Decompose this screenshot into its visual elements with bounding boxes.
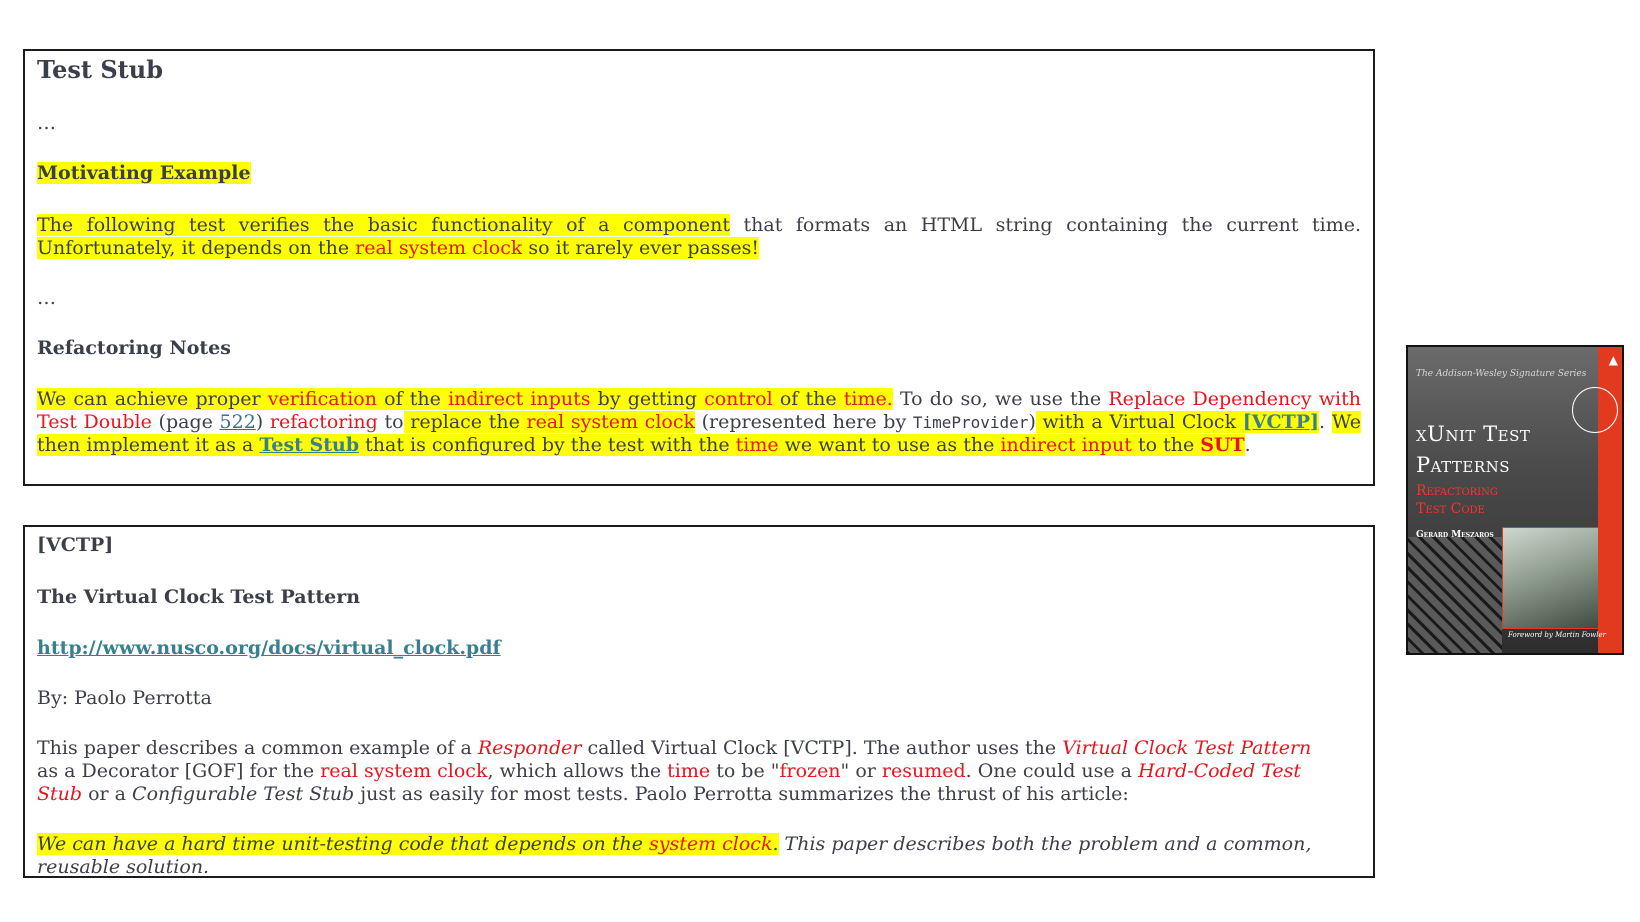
book-author: Gerard Meszaros: [1416, 530, 1494, 540]
test-stub-excerpt-box: [23, 49, 1375, 486]
landscape-photo: [1502, 527, 1604, 629]
motivating-example-heading: Motivating Example: [37, 162, 251, 184]
motivating-example-paragraph: The following test verifies the basic functionality of a component that formats an HTML string containing the current time. Unfortunately, it depends on the real system clock so it rarely ever passes!: [37, 214, 1361, 259]
test-stub-link[interactable]: Test Stub: [259, 434, 360, 456]
page-522-link[interactable]: 522: [219, 411, 256, 433]
publisher-logo-icon: ▲: [1608, 353, 1618, 367]
ellipsis: …: [37, 287, 56, 309]
reference-description: This paper describes a common example of a Responder called Virtual Clock [VCTP]. The author uses the Virtual Clock Test Pattern as a Decorator [GOF] for the real system clock, which allows the time to be "frozen" or resumed. One could use a Hard-Coded Test Stub or a Configurable Test Stub just as easily for most tests. Paolo Perrotta summarizes the thrust of his article:: [37, 737, 1312, 805]
book-series: The Addison-Wesley Signature Series: [1416, 369, 1587, 379]
book-title: xUnit Test Patterns: [1416, 422, 1531, 477]
signature-seal-icon: [1572, 387, 1618, 433]
book-foreword: Foreword by Martin Fowler: [1508, 631, 1606, 639]
virtual-clock-pdf-link[interactable]: http://www.nusco.org/docs/virtual_clock.pdf: [37, 637, 501, 659]
refactoring-notes-heading: Refactoring Notes: [37, 337, 231, 359]
reference-heading: The Virtual Clock Test Pattern: [37, 586, 361, 608]
ellipsis: …: [37, 112, 56, 134]
reference-quote: We can have a hard time unit-testing code that depends on the system clock. This paper describes both the problem and a common, reusable solution.: [37, 833, 1312, 878]
reference-tag: [VCTP]: [37, 534, 114, 556]
refactoring-notes-paragraph: We can achieve proper verification of the indirect inputs by getting control of the time. To do so, we use the Replace Dependency with Test Double (page 522) refactoring to replace the real system clock (represented here by TimeProvider) with a Virtual Clock [VCTP]. We then implement it as a Test Stub that is configured by the test with the time we want to use as the indirect input to the SUT.: [37, 388, 1362, 456]
book-subtitle: Refactoring Test Code: [1416, 483, 1498, 517]
reference-url: [37, 637, 1361, 660]
vctp-reference-box: [23, 525, 1375, 878]
section-title: Test Stub: [37, 55, 163, 84]
vctp-link[interactable]: [VCTP]: [1242, 411, 1320, 433]
book-cover-image: [1406, 345, 1624, 655]
reference-byline: By: Paolo Perrotta: [37, 687, 212, 709]
bridge-photo: [1408, 537, 1502, 655]
